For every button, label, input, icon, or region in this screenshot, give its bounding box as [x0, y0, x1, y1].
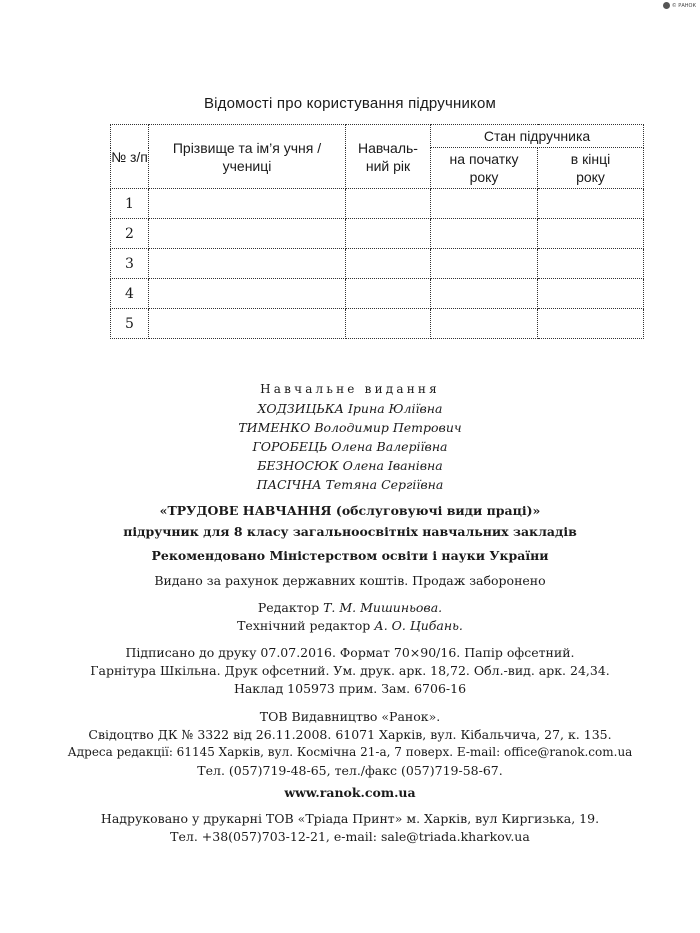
edition-type: Навчальне видання [260, 382, 440, 396]
cell-year [346, 279, 431, 309]
header-start: на початку року [431, 148, 538, 189]
author-line [0, 437, 700, 456]
editor-label: Редактор [257, 600, 320, 615]
row-number: 4 [111, 279, 149, 309]
publisher-line: ТОВ Видавництво «Ранок». [259, 709, 441, 724]
publisher-line: Свідоцтво ДК № 3322 від 26.11.2008. 61071 Харків, вул. Кібальчича, 27, к. 135. [88, 727, 612, 742]
table-row [111, 189, 644, 219]
editor-name: Т. М. Мишиньова. [323, 600, 443, 615]
funding-note: Видано за рахунок державних коштів. Продаж заборонено [154, 573, 546, 588]
table-title: Відомості про користування підручником [203, 95, 497, 112]
cell-name [149, 219, 346, 249]
print-info-line: Наклад 105973 прим. Зам. 6706-16 [233, 681, 467, 696]
cell-end [538, 219, 644, 249]
row-number: 5 [111, 309, 149, 339]
author-surname: ГОРОБЕЦЬ [252, 439, 328, 454]
cell-start [431, 249, 538, 279]
logo-text: © РАНОК [671, 2, 696, 9]
publisher-line: Тел. (057)719-48-65, тел./факс (057)719-58-67. [197, 763, 503, 778]
author-surname: ТИМЕНКО [238, 420, 311, 435]
cell-end [538, 249, 644, 279]
cell-end [538, 189, 644, 219]
cell-name [149, 309, 346, 339]
cell-end [538, 309, 644, 339]
tech-editor-label: Технічний редактор [237, 618, 371, 633]
row-number: 3 [111, 249, 149, 279]
author-line [0, 456, 700, 475]
row-number: 2 [111, 219, 149, 249]
author-surname: ХОДЗИЦЬКА [257, 401, 344, 416]
author-name: Тетяна Сергіївна [325, 477, 444, 492]
usage-table [110, 124, 644, 339]
cell-year [346, 219, 431, 249]
author-line [0, 475, 700, 494]
table-row [111, 249, 644, 279]
publisher-logo [663, 2, 696, 9]
printer-line: Тел. +38(057)703-12-21, e-mail: sale@triada.kharkov.ua [170, 829, 530, 844]
print-info-line: Підписано до друку 07.07.2016. Формат 70×90/16. Папір офсетний. [125, 645, 575, 660]
author-name: Олена Іванівна [342, 458, 443, 473]
cell-year [346, 189, 431, 219]
header-condition: Стан підручника [431, 125, 644, 148]
table-row [111, 219, 644, 249]
tech-editor-line [0, 616, 700, 635]
cell-start [431, 279, 538, 309]
author-surname: БЕЗНОСЮК [257, 458, 339, 473]
author-surname: ПАСІЧНА [256, 477, 322, 492]
cell-end [538, 279, 644, 309]
cell-year [346, 309, 431, 339]
publisher-line: Адреса редакції: 61145 Харків, вул. Космічна 21-а, 7 поверх. E-mail: office@ranok.com.ua [67, 745, 633, 759]
editor-line [0, 598, 700, 617]
header-end: в кінці року [538, 148, 644, 189]
author-name: Ірина Юліївна [347, 401, 443, 416]
printer-line: Надруковано у друкарні ТОВ «Тріада Принт» м. Харків, вул Киргизька, 19. [100, 811, 600, 826]
cell-name [149, 249, 346, 279]
author-line [0, 418, 700, 437]
header-number: № з/п [111, 125, 149, 189]
table-row [111, 279, 644, 309]
author-name: Володимир Петрович [314, 420, 462, 435]
website-link[interactable]: www.ranok.com.ua [284, 785, 416, 800]
book-title: «ТРУДОВЕ НАВЧАННЯ (обслуговуючі види праці)» [159, 503, 541, 518]
book-subtitle: підручник для 8 класу загальноосвітніх навчальних закладів [123, 524, 577, 539]
header-year: Навчаль-ний рік [346, 125, 431, 189]
tech-editor-name: А. О. Цибань. [374, 618, 463, 633]
row-number: 1 [111, 189, 149, 219]
cell-start [431, 219, 538, 249]
cell-name [149, 189, 346, 219]
print-info-line: Гарнітура Шкільна. Друк офсетний. Ум. друк. арк. 18,72. Обл.-вид. арк. 24,34. [90, 663, 610, 678]
cell-name [149, 279, 346, 309]
recommendation: Рекомендовано Міністерством освіти і науки України [151, 548, 549, 563]
logo-circle-icon [663, 2, 670, 9]
author-name: Олена Валеріївна [331, 439, 448, 454]
cell-start [431, 309, 538, 339]
table-row [111, 309, 644, 339]
cell-start [431, 189, 538, 219]
cell-year [346, 249, 431, 279]
header-name: Прізвище та ім’я учня / учениці [149, 125, 346, 189]
author-line [0, 399, 700, 418]
